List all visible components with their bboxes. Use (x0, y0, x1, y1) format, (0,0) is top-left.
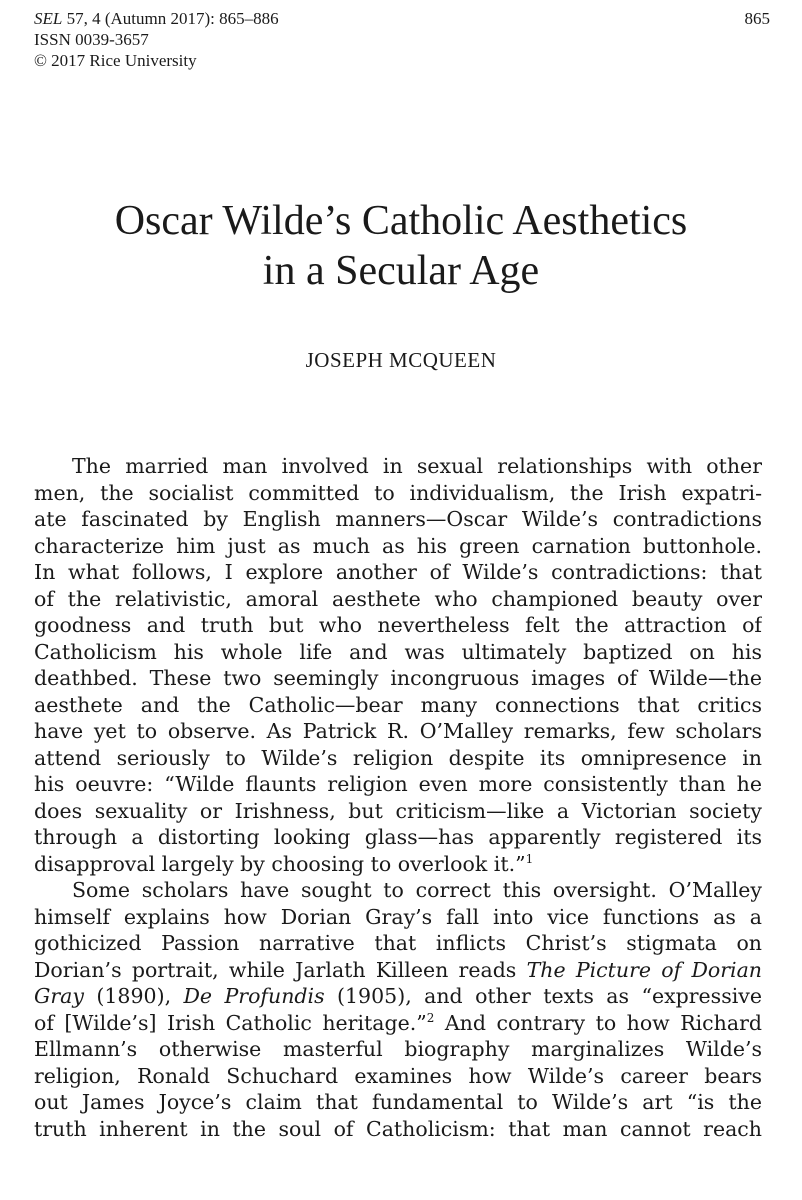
issn: ISSN 0039-3657 (34, 30, 149, 49)
text-line: ate fascinated by English manners—Oscar Wilde’s contradictions (34, 507, 762, 531)
text-line (34, 851, 762, 878)
footnote-marker: 1 (525, 851, 534, 866)
page-number: 865 (744, 9, 770, 28)
citation-row (34, 8, 770, 29)
journal-citation (34, 8, 279, 29)
text-fragment: (1890), (83, 984, 184, 1008)
text-line (34, 957, 762, 984)
text-fragment: (1905), and other texts as “expressive (324, 984, 762, 1008)
text-line: out James Joyce’s claim that fundamental to Wilde’s art “is the (34, 1090, 762, 1114)
article-title (0, 196, 802, 296)
text-line: In what follows, I explore another of Wilde’s contradictions: that (34, 560, 762, 584)
text-fragment: disapproval largely by choosing to overlook it.” (34, 851, 526, 876)
text-line: gothicized Passion narrative that inflicts Christ’s stigmata on (34, 931, 762, 955)
text-line: men, the socialist committed to individualism, the Irish expatri- (34, 480, 762, 505)
book-title: De Profundis (183, 984, 325, 1008)
text-line: The married man involved in sexual relationships with other (72, 454, 762, 478)
text-line: have yet to observe. As Patrick R. O’Malley remarks, few scholars (34, 719, 762, 743)
text-line: attend seriously to Wilde’s religion despite its omnipresence in (34, 745, 762, 770)
text-line: his oeuvre: “Wilde flaunts religion even more consistently than he (34, 772, 762, 796)
text-line: deathbed. These two seemingly incongruous images of Wilde—the (34, 666, 762, 690)
title-line-2: in a Secular Age (262, 248, 540, 294)
copyright: © 2017 Rice University (34, 51, 197, 70)
journal-abbrev: SEL (34, 9, 63, 28)
text-fragment: Dorian’s portrait, while Jarlath Killeen reads (34, 957, 527, 982)
title-line-1: Oscar Wilde’s Catholic Aesthetics (114, 198, 688, 244)
body-text (34, 453, 762, 1142)
author-name: JOSEPH MCQUEEN (305, 348, 497, 372)
text-line: goodness and truth but who nevertheless felt the attraction of (34, 613, 762, 637)
footnote-marker: 2 (426, 1010, 435, 1025)
text-line (34, 1010, 762, 1037)
text-line: truth inherent in the soul of Catholicism: that man cannot reach (34, 1116, 762, 1141)
citation-details: 57, 4 (Autumn 2017): 865–886 (66, 9, 279, 28)
book-title: Gray (34, 984, 84, 1008)
running-head (34, 8, 770, 71)
text-fragment: of [Wilde’s] Irish Catholic heritage.” (34, 1010, 427, 1035)
text-line: religion, Ronald Schuchard examines how Wilde’s career bears (34, 1063, 762, 1088)
text-line: aesthete and the Catholic—bear many connections that critics (34, 692, 762, 717)
text-line: through a distorting looking glass—has apparently registered its (34, 825, 762, 849)
text-line: characterize him just as much as his green carnation buttonhole. (34, 533, 762, 558)
text-line: Some scholars have sought to correct this oversight. O’Malley (72, 878, 762, 902)
text-fragment: And contrary to how Richard (434, 1010, 762, 1035)
text-line: Catholicism his whole life and was ultimately baptized on his (34, 639, 762, 664)
text-line: of the relativistic, amoral aesthete who championed beauty over (34, 586, 762, 611)
text-line (34, 983, 762, 1010)
text-line: does sexuality or Irishness, but criticism—like a Victorian society (34, 798, 762, 823)
text-line: himself explains how Dorian Gray’s fall into vice functions as a (34, 904, 762, 929)
book-title: The Picture of Dorian (526, 957, 762, 982)
text-line: Ellmann’s otherwise masterful biography marginalizes Wilde’s (34, 1037, 762, 1061)
